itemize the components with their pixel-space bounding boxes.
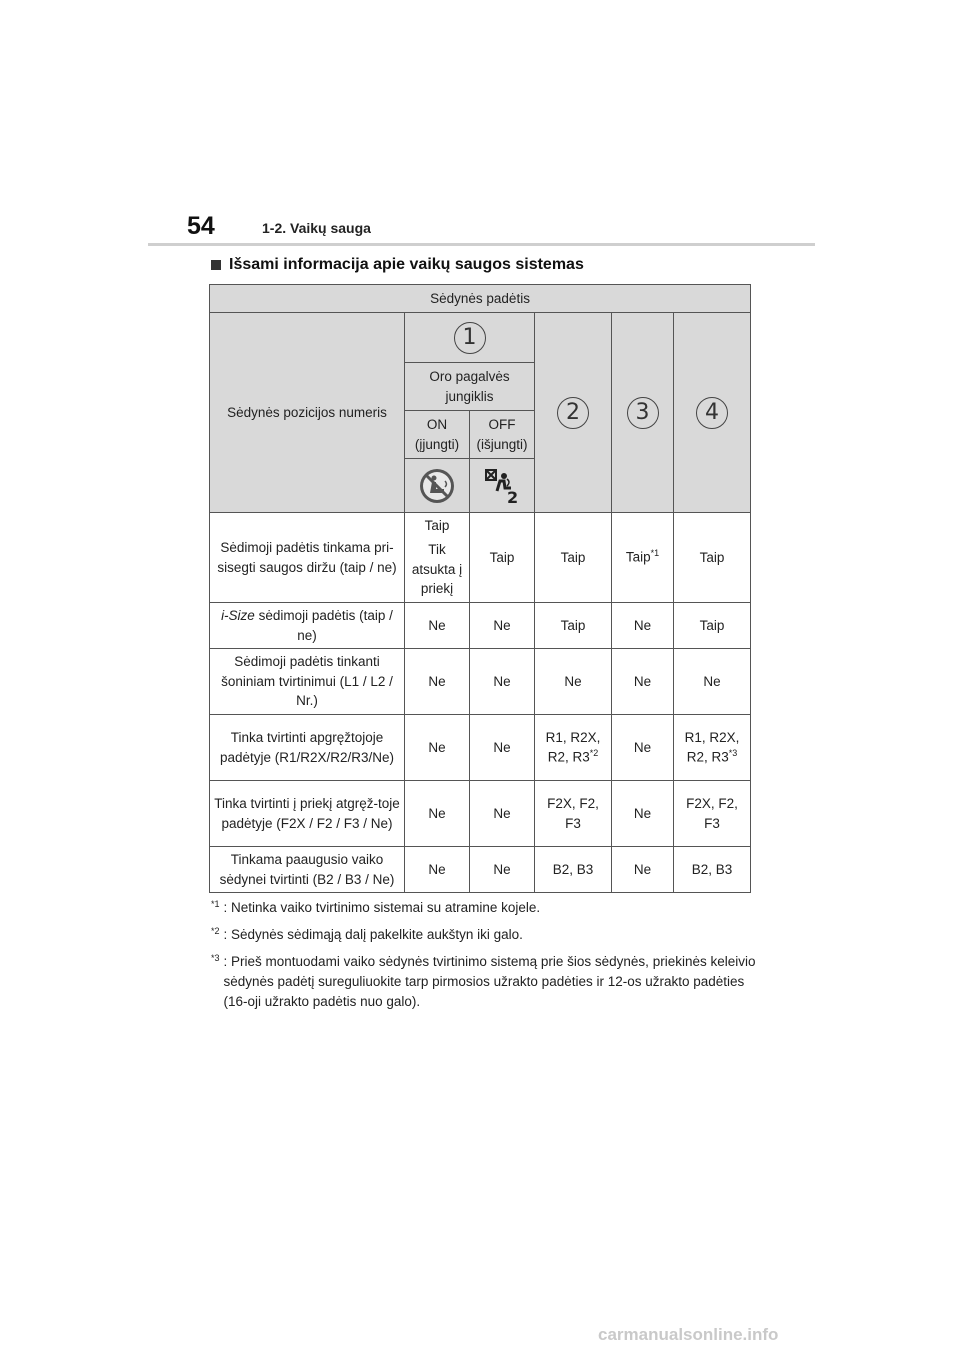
cell-value: Taip	[625, 549, 651, 565]
seat1-on-cell: Ne	[405, 603, 470, 649]
table-row	[210, 781, 751, 847]
seat2-cell: Taip	[535, 513, 612, 603]
row-label: Tinka tvirtinti apgręžtojoje padėtyje (R1/R2X/R2/R3/Ne)	[210, 715, 405, 781]
passenger-airbag-2-icon	[483, 467, 521, 505]
cell-value: Taip	[424, 518, 450, 534]
seat4-cell: Taip	[674, 603, 751, 649]
cell-value: R1, R2X, R2, R3	[684, 729, 740, 765]
seat-number-3: 3	[627, 397, 659, 429]
seat3-cell: Ne	[612, 649, 674, 715]
footnote	[211, 898, 756, 919]
seat4-cell: B2, B3	[674, 847, 751, 893]
heading-text: Išsami informacija apie vaikų saugos sistemas	[229, 256, 584, 273]
seat3-cell	[612, 513, 674, 603]
isize-label: i-Size	[221, 608, 255, 623]
seat1-on-cell: Ne	[405, 715, 470, 781]
seat-number-label: Sėdynės pozicijos numeris	[210, 313, 405, 513]
seat4-cell: Ne	[674, 649, 751, 715]
table-row	[210, 715, 751, 781]
footnote-mark: *2	[211, 925, 220, 936]
seat3-cell: Ne	[612, 715, 674, 781]
seat-1-header	[405, 313, 535, 363]
page-number: 54	[187, 212, 215, 240]
seat3-cell: Ne	[612, 781, 674, 847]
footnotes	[211, 898, 756, 1018]
section-heading	[211, 256, 584, 274]
seat1-off-cell: Ne	[470, 603, 535, 649]
svg-text:2: 2	[507, 487, 519, 505]
seat1-on-cell: Ne	[405, 649, 470, 715]
seat2-cell: F2X, F2, F3	[535, 781, 612, 847]
footnote-ref: *2	[589, 748, 599, 759]
row-label: Sėdimoji padėtis tinkanti šoniniam tvirtinimui (L1 / L2 / Nr.)	[210, 649, 405, 715]
square-bullet-icon	[211, 260, 221, 270]
child-seat-table	[209, 284, 751, 893]
table-row	[210, 649, 751, 715]
seat-2-header	[535, 313, 612, 513]
seat2-cell: Taip	[535, 603, 612, 649]
seat1-off-cell: Ne	[470, 847, 535, 893]
row-label: Tinkama paaugusio vaiko sėdynei tvirtinti (B2 / B3 / Ne)	[210, 847, 405, 893]
seat4-cell: F2X, F2, F3	[674, 781, 751, 847]
watermark: carmanualsonline.info	[598, 1325, 779, 1344]
seat-number-4: 4	[696, 397, 728, 429]
footnote	[211, 952, 756, 1013]
switch-off-label: OFF (išjungti)	[470, 411, 535, 459]
table-row	[210, 603, 751, 649]
header-divider	[148, 243, 815, 246]
footnote-ref: *1	[650, 548, 660, 559]
seat2-cell	[535, 715, 612, 781]
seat1-off-cell: Taip	[470, 513, 535, 603]
seat1-on-cell: Ne	[405, 781, 470, 847]
footnote-mark: *1	[211, 899, 220, 909]
footnote-text: : Sėdynės sėdimąją dalį pakelkite aukštyn iki galo.	[223, 926, 523, 942]
seat1-on-cell: Ne	[405, 847, 470, 893]
seat3-cell: Ne	[612, 603, 674, 649]
seat1-off-cell: Ne	[470, 715, 535, 781]
footnote-text: : Prieš montuodami vaiko sėdynės tvirtinimo sistemą prie šios sėdynės, priekinės keleivio sėdynės padėtį sureguliuokite tarp pirmosios užrakto padėties ir 12-os užrakto padėties (16-oji užrakto padėtis nuo galo).	[223, 953, 756, 1009]
airbag-off-indicator-icon	[418, 467, 456, 505]
footnote-ref: *3	[728, 748, 738, 759]
seat4-cell	[674, 715, 751, 781]
footnote-mark: *3	[211, 952, 220, 963]
seat-number-2: 2	[557, 397, 589, 429]
footnote-text: : Netinka vaiko tvirtinimo sistemai su atramine kojele.	[223, 900, 541, 915]
row-label	[210, 603, 405, 649]
section-title: 1-2. Vaikų sauga	[262, 220, 371, 236]
airbag-2-cell	[470, 459, 535, 513]
seat-3-header	[612, 313, 674, 513]
table-row	[210, 513, 751, 603]
airbag-off-cell	[405, 459, 470, 513]
seat-number-1: 1	[454, 322, 486, 354]
table-title: Sėdynės padėtis	[210, 285, 751, 313]
table-row	[210, 847, 751, 893]
seat1-off-cell: Ne	[470, 781, 535, 847]
footnote	[211, 925, 756, 946]
airbag-switch-label: Oro pagalvės jungiklis	[405, 363, 535, 411]
cell-value: R1, R2X, R2, R3	[545, 729, 601, 765]
seat1-on-cell	[405, 513, 470, 603]
seat3-cell: Ne	[612, 847, 674, 893]
seat2-cell: B2, B3	[535, 847, 612, 893]
row-label: Tinka tvirtinti į priekį atgręž-toje padėtyje (F2X / F2 / F3 / Ne)	[210, 781, 405, 847]
seat4-cell: Taip	[674, 513, 751, 603]
seat-4-header	[674, 313, 751, 513]
cell-note: Tik atsukta į priekį	[411, 541, 463, 597]
seat1-off-cell: Ne	[470, 649, 535, 715]
switch-on-label: ON (įjungti)	[405, 411, 470, 459]
row-label-text: sėdimoji padėtis (taip / ne)	[258, 608, 393, 643]
row-label: Sėdimoji padėtis tinkama pri-sisegti saugos diržu (taip / ne)	[210, 513, 405, 603]
seat2-cell: Ne	[535, 649, 612, 715]
